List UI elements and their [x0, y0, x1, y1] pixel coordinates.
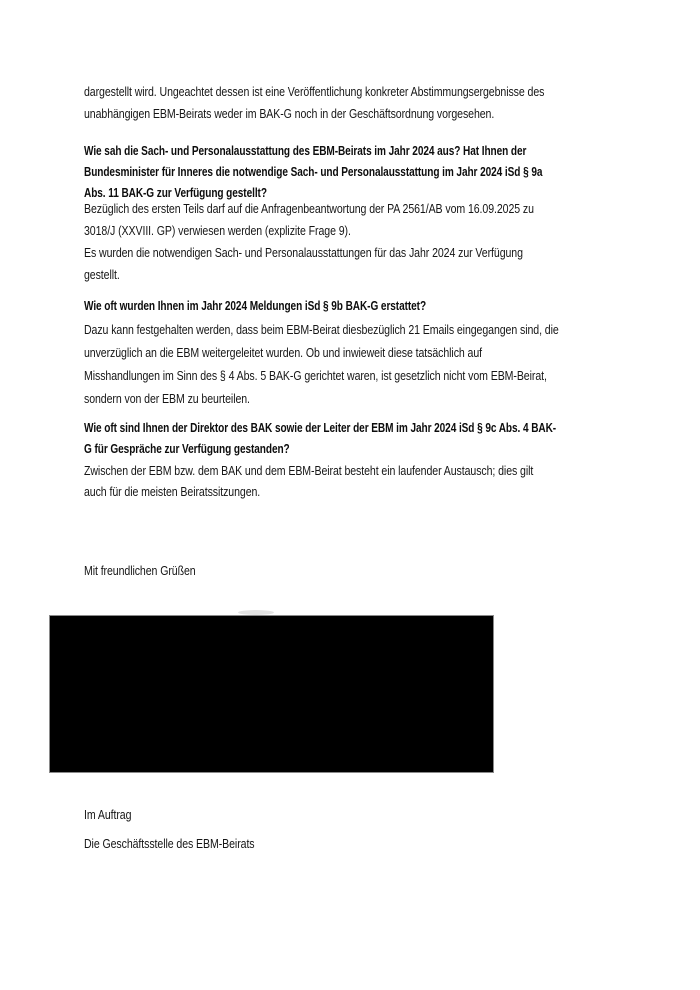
heading-line: Bundesminister für Inneres die notwendige Sach- und Personalausstattung im Jahr 2024 iSd § 9a	[84, 165, 543, 179]
paragraph-line: Es wurden die notwendigen Sach- und Personalausstattungen für das Jahr 2024 zur Verfügung	[84, 246, 523, 260]
im-auftrag-line	[84, 804, 131, 826]
paragraph-line: auch für die meisten Beiratssitzungen.	[84, 485, 261, 499]
answer-2-paragraph	[84, 319, 559, 411]
heading-line: Wie sah die Sach- und Personalausstattung des EBM-Beirats im Jahr 2024 aus? Hat Ihnen der	[84, 144, 527, 158]
paragraph-line: Die Geschäftsstelle des EBM-Beirats	[84, 837, 255, 851]
paragraph-line: 3018/J (XXVIII. GP) verwiesen werden (explizite Frage 9).	[84, 224, 351, 238]
question-3-heading	[84, 418, 556, 460]
paragraph-line: unabhängigen EBM-Beirats weder im BAK-G noch in der Geschäftsordnung vorgesehen.	[84, 107, 495, 121]
question-2-heading	[84, 296, 426, 317]
answer-1-paragraph-b	[84, 242, 523, 286]
question-1-heading	[84, 141, 542, 204]
heading-line: G für Gespräche zur Verfügung gestanden?	[84, 442, 290, 456]
paragraph-line: Im Auftrag	[84, 808, 132, 822]
paragraph-line: unverzüglich an die EBM weitergeleitet wurden. Ob und inwieweit diese tatsächlich auf	[84, 346, 483, 360]
closing-salutation	[84, 560, 196, 582]
sender-line	[84, 833, 255, 855]
paragraph-line: Mit freundlichen Grüßen	[84, 564, 196, 578]
paragraph-line: Dazu kann festgehalten werden, dass beim EBM-Beirat diesbezüglich 21 Emails eingegangen sind, die	[84, 323, 559, 337]
paragraph-line: Zwischen der EBM bzw. dem BAK und dem EBM-Beirat besteht ein laufender Austausch; dies gilt	[84, 464, 534, 478]
intro-paragraph	[84, 81, 544, 125]
redacted-signature-block	[49, 615, 494, 773]
heading-line: Wie oft sind Ihnen der Direktor des BAK sowie der Leiter der EBM im Jahr 2024 iSd § 9c Abs. 4 BAK-	[84, 421, 557, 435]
paragraph-line: dargestellt wird. Ungeachtet dessen ist eine Veröffentlichung konkreter Abstimmungsergebnisse des	[84, 85, 545, 99]
paragraph-line: sondern von der EBM zu beurteilen.	[84, 392, 250, 406]
paragraph-line: Bezüglich des ersten Teils darf auf die Anfragenbeantwortung der PA 2561/AB vom 16.09.2025 zu	[84, 202, 534, 216]
heading-line: Abs. 11 BAK-G zur Verfügung gestellt?	[84, 186, 267, 200]
heading-line: Wie oft wurden Ihnen im Jahr 2024 Meldungen iSd § 9b BAK-G erstattet?	[84, 299, 427, 313]
paragraph-line: Misshandlungen im Sinn des § 4 Abs. 5 BAK-G gerichtet waren, ist gesetzlich nicht vom EBM-Beirat,	[84, 369, 547, 383]
paragraph-line: gestellt.	[84, 268, 120, 282]
answer-3-paragraph	[84, 461, 533, 503]
answer-1-paragraph-a	[84, 198, 534, 242]
